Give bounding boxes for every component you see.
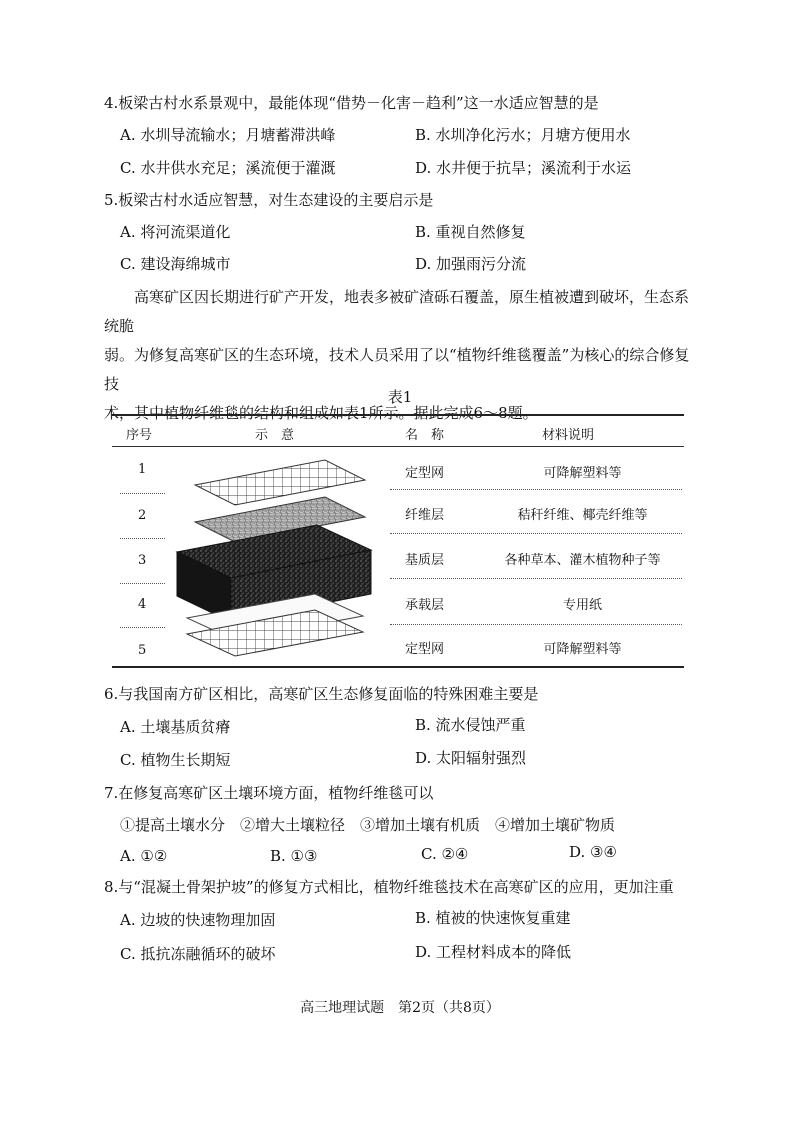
row-4-index: 4 bbox=[138, 597, 147, 612]
row-2-divider-left bbox=[120, 538, 165, 539]
table-title: 表1 bbox=[387, 388, 413, 406]
row-3-name: 基质层 bbox=[405, 553, 445, 568]
row-3-index: 3 bbox=[138, 553, 147, 568]
q4-option-a: A. 水圳导流输水；月塘蓄滞洪峰 bbox=[120, 126, 336, 144]
q6-option-d: D. 太阳辐射强烈 bbox=[415, 749, 527, 767]
q6-option-b: B. 流水侵蚀严重 bbox=[415, 716, 526, 734]
q8-option-d: D. 工程材料成本的降低 bbox=[415, 943, 572, 961]
row-2-name: 纤维层 bbox=[405, 508, 445, 523]
q4-option-b: B. 水圳净化污水；月塘方便用水 bbox=[415, 126, 631, 144]
row-2-index: 2 bbox=[138, 508, 147, 523]
row-5-index: 5 bbox=[138, 643, 147, 658]
q7-option-d: D. ③④ bbox=[569, 843, 617, 861]
row-4-divider-left bbox=[120, 627, 165, 628]
row-2-divider-right bbox=[390, 533, 682, 534]
fiber-blanket-diagram bbox=[165, 450, 385, 665]
row-1-material: 可降解塑料等 bbox=[543, 466, 622, 481]
header-name: 名 称 bbox=[405, 428, 445, 443]
q6-option-a: A. 土壤基质贫瘠 bbox=[120, 718, 231, 736]
row-5-name: 定型网 bbox=[405, 642, 445, 657]
header-diagram: 示 意 bbox=[255, 428, 295, 443]
row-1-index: 1 bbox=[138, 462, 147, 477]
q7-stem: 7.在修复高寒矿区土壤环境方面，植物纤维毯可以 bbox=[104, 784, 434, 802]
row-1-divider-left bbox=[120, 493, 165, 494]
q4-stem: 4.板梁古村水系景观中，最能体现“借势－化害－趋利”这一水适应智慧的是 bbox=[104, 94, 599, 112]
row-5-material: 可降解塑料等 bbox=[543, 642, 622, 657]
row-1-name: 定型网 bbox=[405, 466, 445, 481]
row-3-divider-right bbox=[390, 578, 682, 579]
header-index: 序号 bbox=[126, 428, 153, 443]
q5-option-c: C. 建设海绵城市 bbox=[120, 255, 231, 273]
intro-line-3: 术，其中植物纤维毯的结构和组成如表1所示。据此完成6～8题。 bbox=[104, 404, 538, 422]
q5-option-d: D. 加强雨污分流 bbox=[415, 255, 527, 273]
q7-items: ①提高土壤水分 ②增大土壤粒径 ③增加土壤有机质 ④增加土壤矿物质 bbox=[120, 816, 616, 834]
q6-option-c: C. 植物生长期短 bbox=[120, 751, 231, 769]
intro-line-1: 高寒矿区因长期进行矿产开发，地表多被矿渣砾石覆盖，原生植被遭到破坏，生态系统脆 bbox=[104, 288, 690, 335]
q6-stem: 6.与我国南方矿区相比，高寒矿区生态修复面临的特殊困难主要是 bbox=[104, 685, 539, 703]
q7-option-a: A. ①② bbox=[120, 847, 168, 865]
header-material: 材料说明 bbox=[542, 428, 595, 443]
intro-line-2: 弱。为修复高寒矿区的生态环境，技术人员采用了以“植物纤维毯覆盖”为核心的综合修复技 bbox=[104, 346, 690, 393]
q8-option-c: C. 抵抗冻融循环的破坏 bbox=[120, 945, 276, 963]
table-bottom-rule bbox=[112, 666, 684, 668]
row-1-divider-right bbox=[390, 489, 682, 490]
row-2-material: 秸秆纤维、椰壳纤维等 bbox=[517, 508, 648, 523]
table-header-rule bbox=[112, 446, 684, 447]
q5-option-b: B. 重视自然修复 bbox=[415, 223, 526, 241]
q5-stem: 5.板梁古村水适应智慧，对生态建设的主要启示是 bbox=[104, 191, 434, 209]
q5-option-a: A. 将河流渠道化 bbox=[120, 223, 231, 241]
row-3-divider-left bbox=[120, 583, 165, 584]
q4-option-c: C. 水井供水充足；溪流便于灌溉 bbox=[120, 159, 336, 177]
row-4-divider-right bbox=[390, 624, 682, 625]
q8-option-a: A. 边坡的快速物理加固 bbox=[120, 911, 276, 929]
page-footer: 高三地理试题 第2页（共8页） bbox=[300, 1000, 500, 1016]
layer-1-grid-net bbox=[195, 460, 365, 505]
table-top-rule bbox=[112, 414, 684, 416]
q7-option-b: B. ①③ bbox=[270, 847, 318, 865]
q8-stem: 8.与“混凝土骨架护坡”的修复方式相比，植物纤维毯技术在高寒矿区的应用，更加注重 bbox=[104, 878, 674, 896]
row-3-material: 各种草本、灌木植物种子等 bbox=[504, 553, 661, 568]
row-4-material: 专用纸 bbox=[562, 598, 602, 613]
q4-option-d: D. 水井便于抗旱；溪流利于水运 bbox=[415, 159, 632, 177]
q7-option-c: C. ②④ bbox=[421, 845, 469, 863]
row-4-name: 承载层 bbox=[405, 598, 445, 613]
q8-option-b: B. 植被的快速恢复重建 bbox=[415, 909, 571, 927]
